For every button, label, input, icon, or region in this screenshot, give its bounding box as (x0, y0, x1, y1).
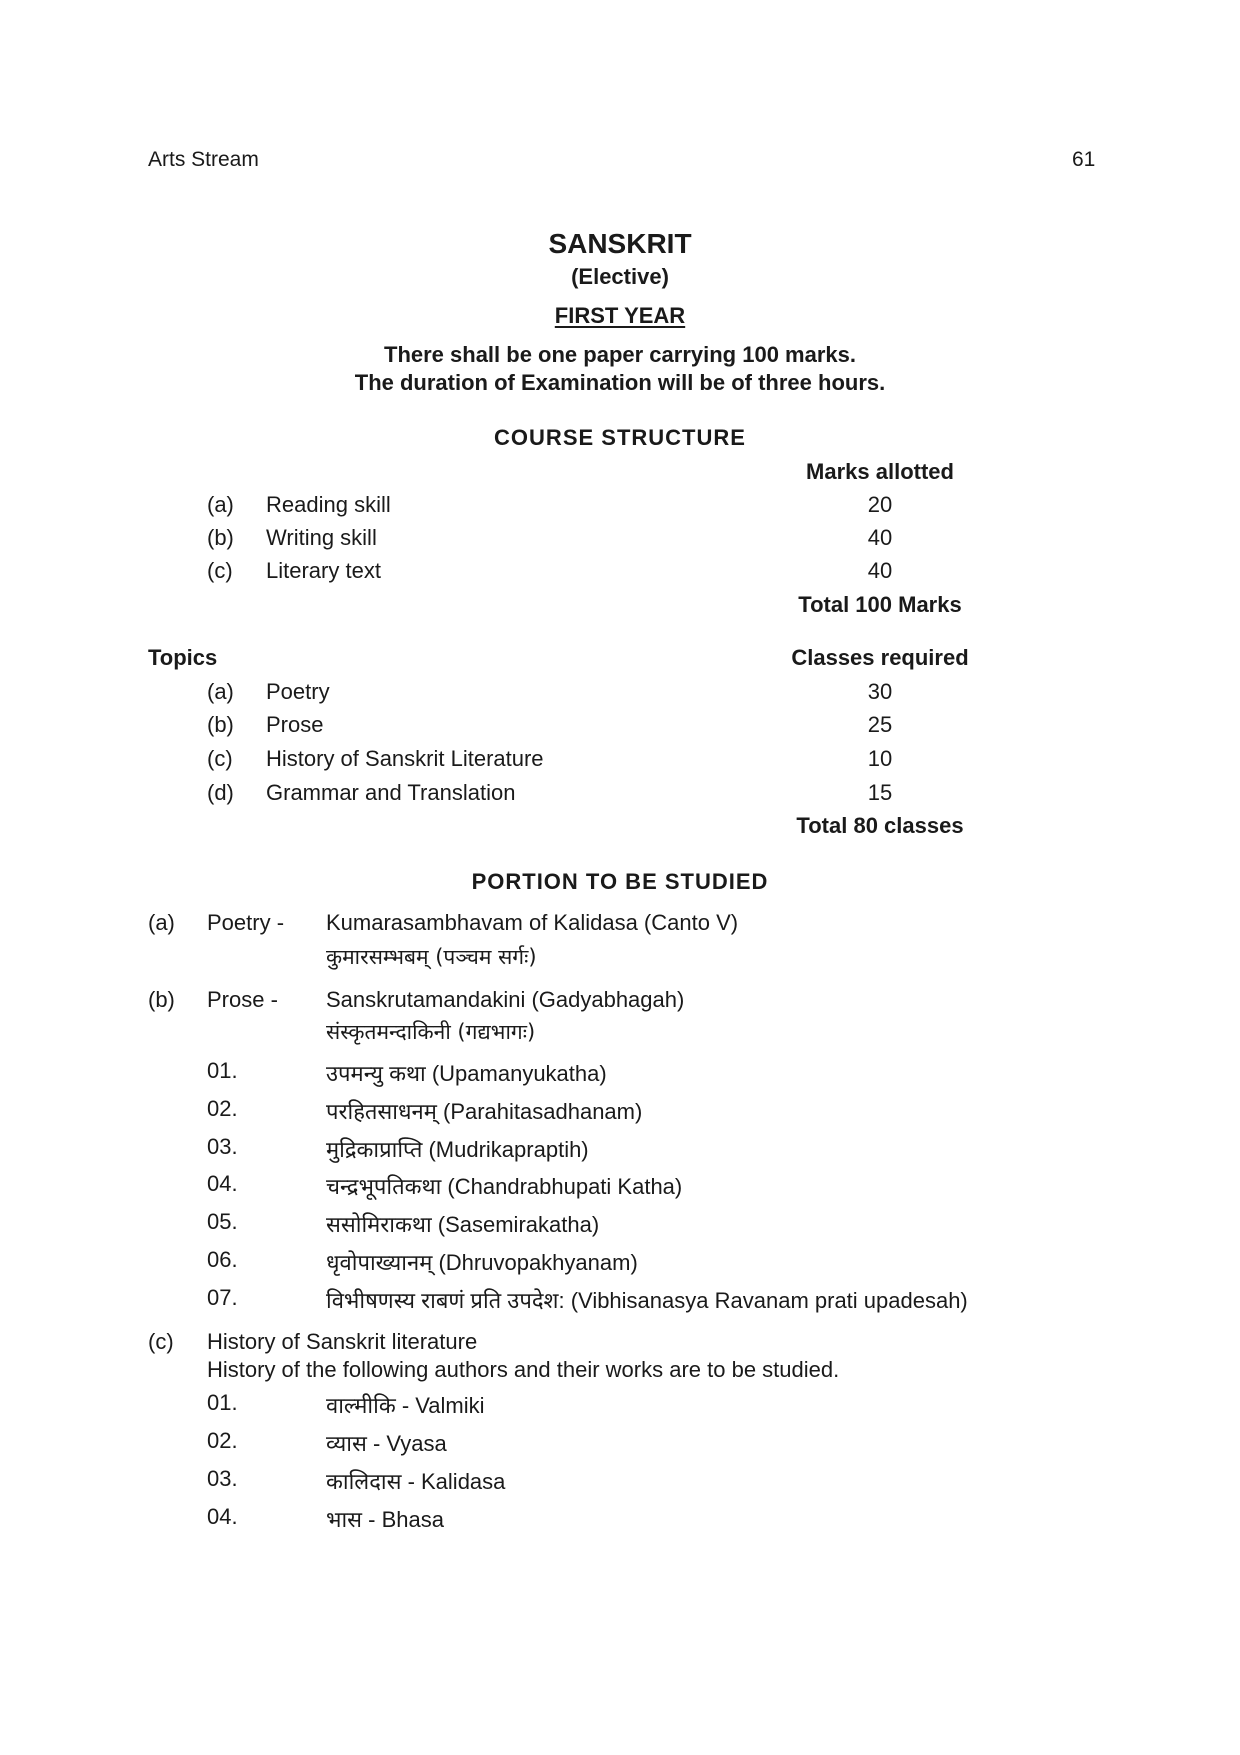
prose-item-number: 05. (207, 1209, 238, 1234)
portion-heading: PORTION TO BE STUDIED (471, 869, 769, 894)
course-row-label: (b) (207, 525, 234, 550)
history-item-number: 04. (207, 1504, 238, 1529)
course-row-marks: 40 (867, 525, 893, 550)
history-item-number: 02. (207, 1428, 238, 1453)
prose-item-text: परहितसाधनम् (Parahitasadhanam) (326, 1099, 643, 1124)
history-item-text: वाल्मीकि - Valmiki (326, 1393, 485, 1418)
topic-row-classes: 15 (867, 780, 893, 805)
portion-title-poetry: Poetry - (207, 910, 285, 935)
prose-item-text: उपमन्यु कथा (Upamanyukatha) (326, 1061, 607, 1086)
portion-label-history: (c) (148, 1329, 174, 1354)
course-row-marks: 40 (867, 558, 893, 583)
portion-label-poetry: (a) (148, 910, 175, 935)
course-total: Total 100 Marks (798, 592, 962, 617)
intro-line-2: The duration of Examination will be of three hours. (354, 370, 886, 395)
classes-required-header: Classes required (791, 645, 969, 670)
topic-row-classes: 25 (867, 712, 893, 737)
prose-item-text: धृवोपाख्यानम् (Dhruvopakhyanam) (326, 1250, 638, 1275)
prose-item-number: 07. (207, 1285, 238, 1310)
course-row-name: Reading skill (266, 492, 391, 517)
prose-item-number: 02. (207, 1096, 238, 1121)
page-number: 61 (1072, 148, 1096, 171)
topic-row-name: Poetry (266, 679, 330, 704)
marks-allotted-header: Marks allotted (806, 459, 954, 484)
history-item-number: 03. (207, 1466, 238, 1491)
page-title: SANSKRIT (548, 228, 692, 259)
portion-label-prose: (b) (148, 987, 175, 1012)
prose-item-number: 01. (207, 1058, 238, 1083)
topic-row-label: (c) (207, 746, 233, 771)
course-row-label: (a) (207, 492, 234, 517)
history-item-text: व्यास - Vyasa (326, 1431, 447, 1456)
course-row-name: Writing skill (266, 525, 377, 550)
topic-row-name: Grammar and Translation (266, 780, 516, 805)
prose-item-number: 03. (207, 1134, 238, 1159)
course-row-label: (c) (207, 558, 233, 583)
year-heading: FIRST YEAR (554, 303, 686, 328)
page-subtitle: (Elective) (571, 264, 669, 289)
history-item-text: भास - Bhasa (326, 1507, 444, 1532)
course-row-name: Literary text (266, 558, 381, 583)
topic-row-classes: 30 (867, 679, 893, 704)
prose-item-text: मुद्रिकाप्राप्ति (Mudrikapraptih) (326, 1137, 589, 1162)
poetry-sanskrit: कुमारसम्भबम् (पञ्चम सर्गः) (326, 945, 537, 969)
course-structure-heading: COURSE STRUCTURE (494, 425, 746, 450)
topic-row-label: (b) (207, 712, 234, 737)
course-row-marks: 20 (867, 492, 893, 517)
intro-line-1: There shall be one paper carrying 100 marks. (384, 342, 856, 367)
prose-item-text: विभीषणस्य राबणं प्रति उपदेश: (Vibhisanasya Ravanam prati upadesah) (326, 1288, 968, 1313)
prose-item-number: 04. (207, 1171, 238, 1196)
prose-item-text: ससोमिराकथा (Sasemirakatha) (326, 1212, 600, 1237)
prose-item-text: चन्द्रभूपतिकथा (Chandrabhupati Katha) (326, 1174, 683, 1199)
history-item-number: 01. (207, 1390, 238, 1415)
topics-total: Total 80 classes (796, 813, 964, 838)
prose-text: Sanskrutamandakini (Gadyabhagah) (326, 987, 685, 1012)
topics-heading: Topics (148, 645, 218, 670)
prose-sanskrit: संस्कृतमन्दाकिनी (गद्यभागः) (326, 1020, 536, 1044)
topic-row-name: Prose (266, 712, 324, 737)
portion-title-history: History of Sanskrit literature (207, 1329, 478, 1354)
running-header: Arts Stream (148, 148, 259, 171)
history-item-text: कालिदास - Kalidasa (326, 1469, 506, 1494)
prose-item-number: 06. (207, 1247, 238, 1272)
portion-title-prose: Prose - (207, 987, 278, 1012)
topic-row-name: History of Sanskrit Literature (266, 746, 544, 771)
history-subtitle: History of the following authors and their works are to be studied. (207, 1357, 840, 1382)
topic-row-label: (a) (207, 679, 234, 704)
topic-row-classes: 10 (867, 746, 893, 771)
poetry-text: Kumarasambhavam of Kalidasa (Canto V) (326, 910, 739, 935)
topic-row-label: (d) (207, 780, 234, 805)
